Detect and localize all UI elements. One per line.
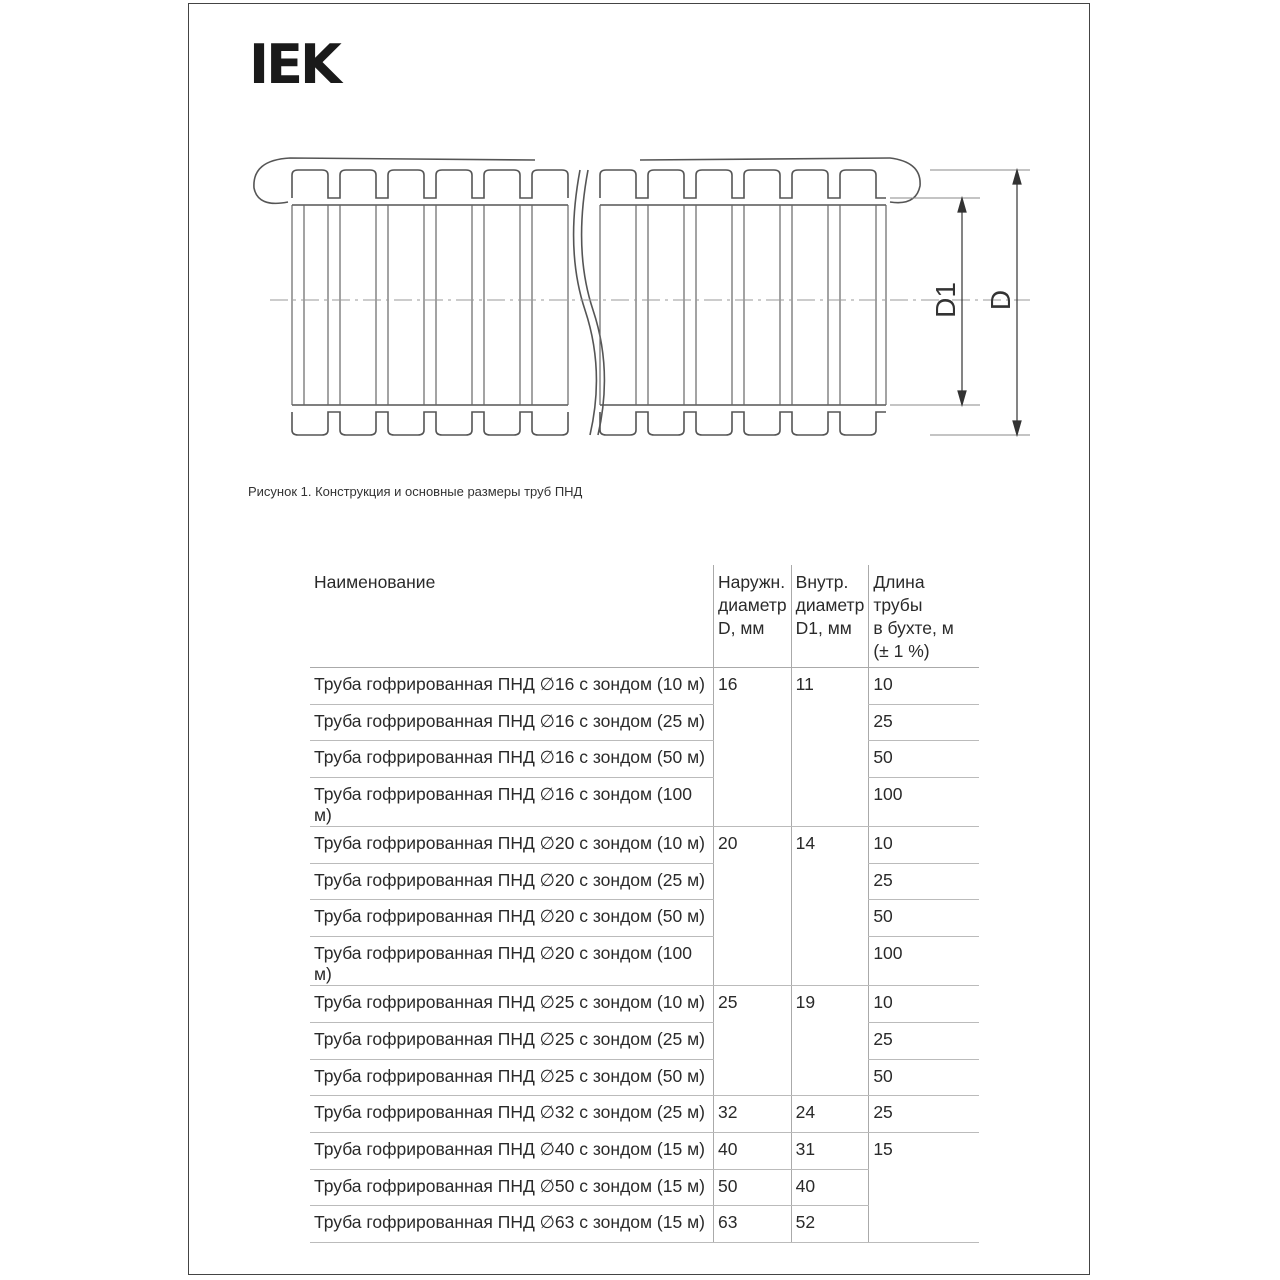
cell-length: 100 [869,937,980,986]
cell-length [869,1206,980,1243]
cell-name: Труба гофрированная ПНД ∅16 с зондом (50 м) [310,741,714,778]
cell-length: 50 [869,900,980,937]
cell-length: 10 [869,668,980,705]
cell-name: Труба гофрированная ПНД ∅16 с зондом (25 м) [310,704,714,741]
cell-outer-diameter [714,863,792,900]
cell-outer-diameter: 50 [714,1169,792,1206]
cell-length: 25 [869,863,980,900]
cell-outer-diameter: 20 [714,827,792,864]
table-row [310,704,979,741]
cell-outer-diameter [714,1059,792,1096]
cell-length: 50 [869,741,980,778]
table-row [310,668,979,705]
figure-caption: Рисунок 1. Конструкция и основные размеры труб ПНД [248,484,583,499]
cell-name: Труба гофрированная ПНД ∅25 с зондом (10 м) [310,986,714,1023]
spec-table [310,565,979,1243]
table-row [310,827,979,864]
cell-outer-diameter: 63 [714,1206,792,1243]
cell-name: Труба гофрированная ПНД ∅20 с зондом (25 м) [310,863,714,900]
cell-outer-diameter: 40 [714,1132,792,1169]
dimension-d-label: D [985,289,1016,311]
cell-name: Труба гофрированная ПНД ∅20 с зондом (10 м) [310,827,714,864]
cell-length [869,1169,980,1206]
cell-outer-diameter [714,900,792,937]
table-row [310,1169,979,1206]
cell-name: Труба гофрированная ПНД ∅25 с зондом (50 м) [310,1059,714,1096]
table-row [310,1022,979,1059]
table-row [310,937,979,986]
cell-inner-diameter: 52 [791,1206,869,1243]
header-inner-diameter: Внутр. диаметр D1, мм [791,565,869,668]
cell-name: Труба гофрированная ПНД ∅20 с зондом (50 м) [310,900,714,937]
cell-inner-diameter [791,937,869,986]
cell-name: Труба гофрированная ПНД ∅25 с зондом (25 м) [310,1022,714,1059]
cell-outer-diameter: 32 [714,1096,792,1133]
table-row [310,1132,979,1169]
header-outer-diameter: Наружн. диаметр D, мм [714,565,792,668]
cell-inner-diameter: 11 [791,668,869,705]
cell-name: Труба гофрированная ПНД ∅32 с зондом (25 м) [310,1096,714,1133]
header-length: Длина трубы в бухте, м (± 1 %) [869,565,980,668]
cell-inner-diameter: 31 [791,1132,869,1169]
cell-outer-diameter [714,704,792,741]
cell-outer-diameter [714,1022,792,1059]
cell-name: Труба гофрированная ПНД ∅20 с зондом (100 м) [310,937,714,986]
cell-outer-diameter: 25 [714,986,792,1023]
cell-outer-diameter [714,741,792,778]
header-name: Наименование [310,565,714,668]
cell-length: 25 [869,704,980,741]
cell-inner-diameter [791,863,869,900]
cell-inner-diameter: 19 [791,986,869,1023]
table-header-row [310,565,979,668]
cell-length: 100 [869,778,980,827]
cell-outer-diameter [714,937,792,986]
cell-length: 50 [869,1059,980,1096]
table-row [310,863,979,900]
cell-inner-diameter [791,1022,869,1059]
cell-outer-diameter: 16 [714,668,792,705]
table-row [310,778,979,827]
cell-length: 25 [869,1096,980,1133]
cell-inner-diameter [791,704,869,741]
cell-inner-diameter [791,900,869,937]
cell-inner-diameter: 40 [791,1169,869,1206]
cell-length: 25 [869,1022,980,1059]
cell-length: 10 [869,827,980,864]
table-row [310,1206,979,1243]
cell-name: Труба гофрированная ПНД ∅16 с зондом (10 м) [310,668,714,705]
cell-name: Труба гофрированная ПНД ∅16 с зондом (100 м) [310,778,714,827]
cell-length: 10 [869,986,980,1023]
cell-inner-diameter [791,1059,869,1096]
cell-inner-diameter [791,741,869,778]
cell-name: Труба гофрированная ПНД ∅50 с зондом (15 м) [310,1169,714,1206]
table-row [310,1059,979,1096]
iek-logo: IEK [249,33,339,96]
table-row [310,900,979,937]
dimension-d1-label: D1 [930,282,961,318]
cell-inner-diameter: 14 [791,827,869,864]
cell-inner-diameter [791,778,869,827]
cell-outer-diameter [714,778,792,827]
table-row [310,741,979,778]
cell-name: Труба гофрированная ПНД ∅40 с зондом (15 м) [310,1132,714,1169]
cell-length: 15 [869,1132,980,1169]
table-row [310,1096,979,1133]
cell-name: Труба гофрированная ПНД ∅63 с зондом (15 м) [310,1206,714,1243]
table-row [310,986,979,1023]
pipe-drawing [240,150,1040,450]
cell-inner-diameter: 24 [791,1096,869,1133]
